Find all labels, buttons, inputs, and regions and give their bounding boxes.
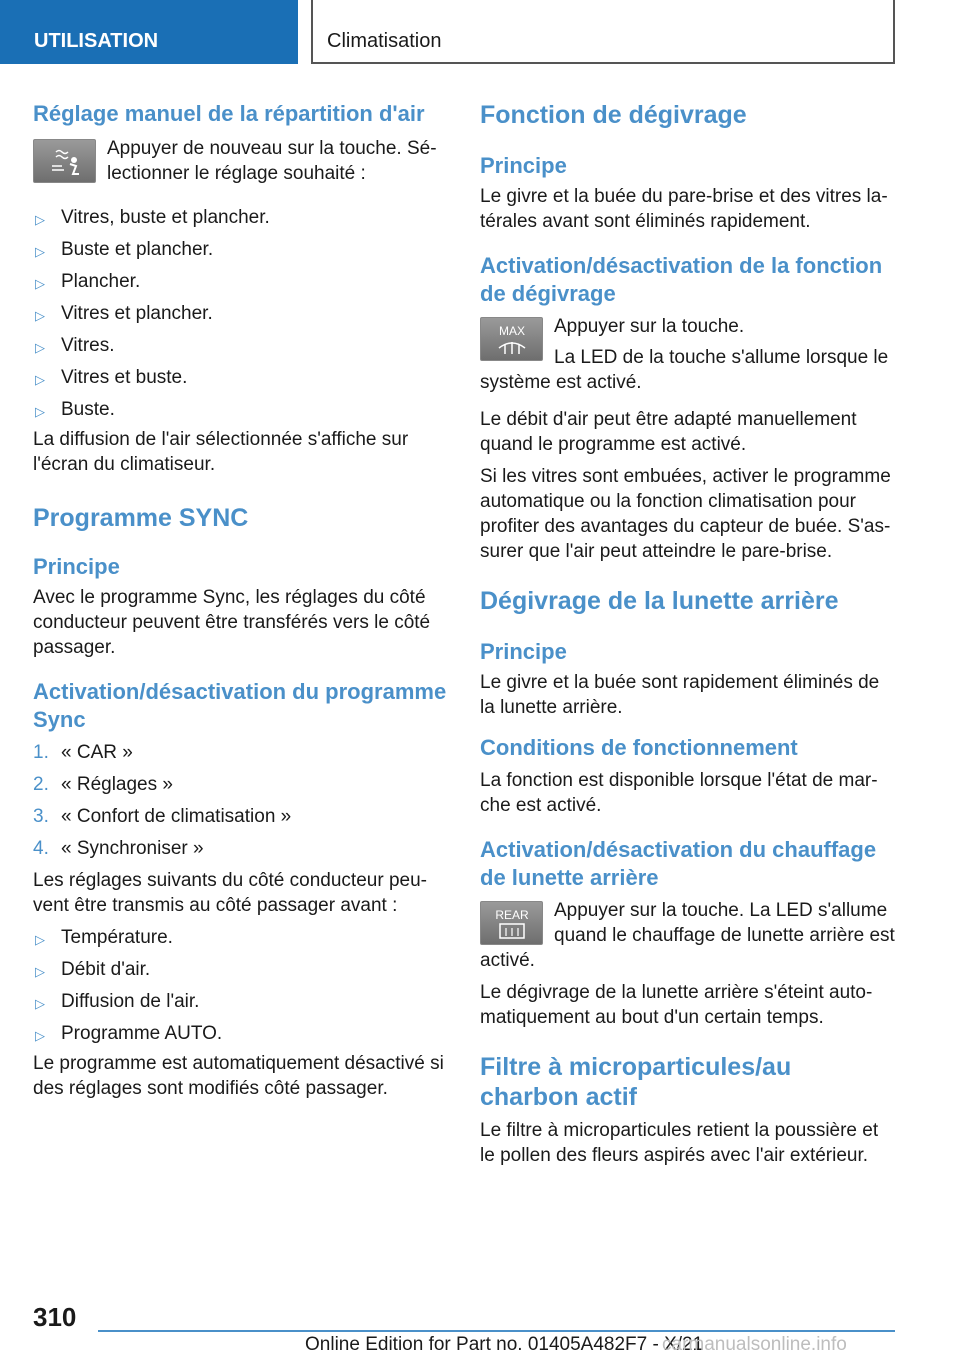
- triangle-bullet-icon: ▷: [35, 372, 45, 387]
- list-item: ▷ Diffusion de l'air.: [33, 989, 451, 1021]
- defrost-fog-text: Si les vitres sont embuées, activer le programme automatique ou la fonction climatisation pour profiter des avantages du capteur de buée. S'as-surer que l'air peut atteindre le pare-brise.: [480, 466, 891, 562]
- heading-rear-activation: Activation/désactivation du chauffage de lunette arrière: [480, 837, 877, 890]
- defrost-airflow-text: Le débit d'air peut être adapté manuellement quand le programme est activé.: [480, 409, 857, 455]
- air-distribution-intro: Appuyer de nouveau sur la touche. Sé-lectionner le réglage souhaité :: [107, 138, 437, 184]
- heading-rear-defrost: Dégivrage de la lunette arrière: [480, 587, 839, 615]
- triangle-bullet-icon: ▷: [35, 212, 45, 227]
- list-item: ▷ Vitres.: [33, 333, 451, 365]
- air-distribution-button-icon: [33, 139, 96, 183]
- filter-text: Le filtre à microparticules retient la poussière et le pollen des fleurs aspirés avec l'air extérieur.: [480, 1120, 879, 1166]
- max-defrost-button-icon: [480, 317, 543, 361]
- rear-principle-text: Le givre et la buée sont rapidement éliminés de la lunette arrière.: [480, 672, 880, 718]
- air-distribution-note: La diffusion de l'air sélectionnée s'affiche sur l'écran du climatiseur.: [33, 429, 409, 475]
- footer-divider: [98, 1330, 895, 1332]
- heading-sync-principle: Principe: [33, 554, 120, 579]
- list-item: 4. « Synchroniser »: [33, 838, 204, 859]
- triangle-bullet-icon: ▷: [35, 404, 45, 419]
- list-item: 1. « CAR »: [33, 742, 133, 763]
- defrost-led-text: La LED de la touche s'allume lorsque le système est activé.: [480, 347, 889, 393]
- heading-filter: Filtre à microparticules/au charbon actif: [480, 1053, 792, 1111]
- right-column: [480, 100, 896, 1175]
- triangle-bullet-icon: ▷: [35, 996, 45, 1011]
- sync-transfer-items: [33, 925, 451, 1047]
- heading-sync-activation: Activation/désactivation du programme Sync: [33, 679, 447, 732]
- defrost-principle-text: Le givre et la buée du pare-brise et des vitres la-térales avant sont éliminés rapidement.: [480, 186, 888, 232]
- list-item: 3. « Confort de climatisation »: [33, 806, 292, 827]
- list-item: ▷ Débit d'air.: [33, 957, 451, 989]
- list-item: ▷ Buste et plancher.: [33, 237, 451, 269]
- rear-conditions-text: La fonction est disponible lorsque l'état de mar-che est activé.: [480, 770, 878, 816]
- section-tab: UTILISATION: [0, 0, 298, 64]
- rear-defrost-button-block: [480, 898, 896, 973]
- sync-steps: [33, 740, 451, 862]
- list-item: ▷ Température.: [33, 925, 451, 957]
- rear-auto-off-text: Le dégivrage de la lunette arrière s'éteint auto-matiquement au bout d'un certain temps.: [480, 982, 873, 1028]
- heading-sync: Programme SYNC: [33, 504, 249, 532]
- chapter-title: Climatisation: [311, 0, 895, 64]
- heading-defrost: Fonction de dégivrage: [480, 101, 747, 129]
- sync-principle-text: Avec le programme Sync, les réglages du côté conducteur peuvent être transférés vers le côté passager.: [33, 587, 431, 658]
- sync-transfer-intro: Les réglages suivants du côté conducteur peu-vent être transmis au côté passager avant :: [33, 870, 427, 916]
- max-label: MAX: [498, 324, 526, 338]
- rear-label: REAR: [495, 908, 529, 922]
- list-item: ▷ Buste.: [33, 397, 451, 423]
- list-item: ▷ Programme AUTO.: [33, 1021, 451, 1047]
- heading-defrost-principle: Principe: [480, 153, 567, 178]
- rear-press-text: Appuyer sur la touche. La LED s'allume quand le chauffage de lunette arrière est activé.: [480, 900, 895, 971]
- air-distribution-button-block: [33, 136, 451, 193]
- list-item: ▷ Vitres, buste et plancher.: [33, 205, 451, 237]
- heading-rear-conditions: Conditions de fonctionnement: [480, 735, 798, 760]
- triangle-bullet-icon: ▷: [35, 1028, 45, 1043]
- triangle-bullet-icon: ▷: [35, 244, 45, 259]
- air-distribution-options: [33, 205, 451, 423]
- heading-air-distribution: Réglage manuel de la répartition d'air: [33, 101, 425, 126]
- list-item: ▷ Vitres et buste.: [33, 365, 451, 397]
- rear-defrost-button-icon: [480, 901, 543, 945]
- triangle-bullet-icon: ▷: [35, 340, 45, 355]
- list-item: ▷ Plancher.: [33, 269, 451, 301]
- page-number: 310: [33, 1302, 77, 1332]
- sync-auto-off-text: Le programme est automatiquement désactivé si des réglages sont modifiés côté passager.: [33, 1053, 444, 1099]
- list-item: 2. « Réglages »: [33, 774, 173, 795]
- triangle-bullet-icon: ▷: [35, 932, 45, 947]
- triangle-bullet-icon: ▷: [35, 308, 45, 323]
- left-column: [33, 100, 451, 1108]
- max-defrost-button-block: [480, 314, 896, 395]
- edition-text: Online Edition for Part no. 01405A482F7 - X/21: [305, 1334, 704, 1355]
- watermark-text: carmanualsonline.info: [662, 1334, 847, 1355]
- triangle-bullet-icon: ▷: [35, 276, 45, 291]
- triangle-bullet-icon: ▷: [35, 964, 45, 979]
- heading-rear-principle: Principe: [480, 639, 567, 664]
- defrost-press-text: Appuyer sur la touche.: [554, 316, 745, 337]
- list-item: ▷ Vitres et plancher.: [33, 301, 451, 333]
- heading-defrost-activation: Activation/désactivation de la fonction de dégivrage: [480, 253, 883, 306]
